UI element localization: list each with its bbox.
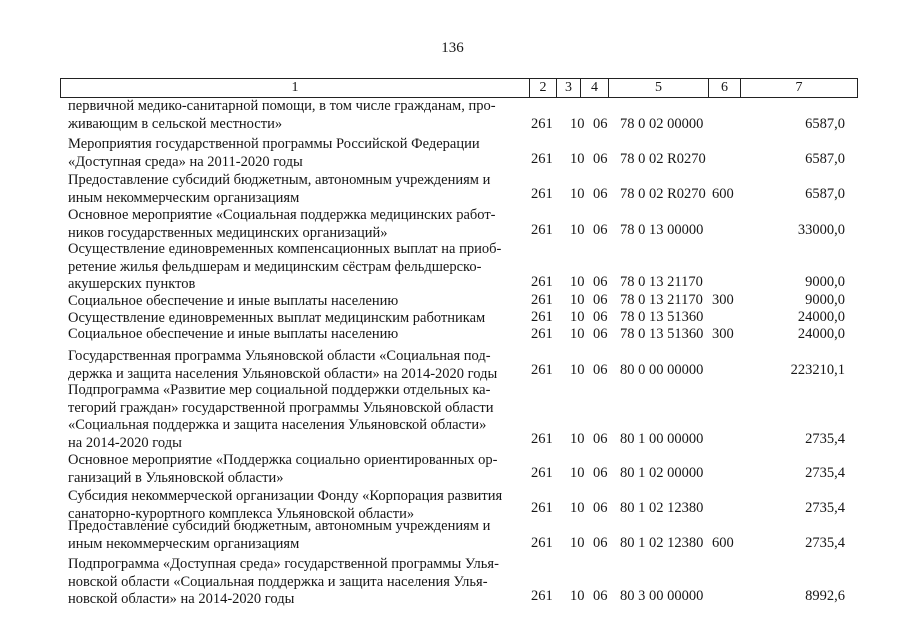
row-description-line: Субсидия некоммерческой организации Фонду «Корпорация развития	[68, 488, 503, 504]
row-description	[68, 326, 523, 344]
column-header-2: 2	[529, 79, 556, 97]
amount-value: 2735,4	[805, 431, 845, 447]
row-description	[68, 382, 523, 452]
row-description-line: Предоставление субсидий бюджетным, автономным учреждениям и	[68, 518, 491, 534]
subsection-code: 06	[593, 535, 608, 551]
row-description-line: Основное мероприятие «Социальная поддержка медицинских работ-	[68, 207, 496, 223]
amount-value: 8992,6	[805, 588, 845, 604]
row-description-line: Подпрограмма «Развитие мер социальной поддержки отдельных ка-	[68, 382, 491, 398]
target-article-code: 80 0 00 00000	[620, 362, 704, 378]
row-description-line: Осуществление единовременных выплат медицинским работникам	[68, 310, 486, 326]
row-description	[68, 241, 523, 294]
row-description	[68, 310, 523, 328]
target-article-code: 80 1 02 00000	[620, 465, 704, 481]
ministry-code: 261	[531, 431, 553, 447]
ministry-code: 261	[531, 309, 553, 325]
amount-value: 33000,0	[797, 222, 845, 238]
ministry-code: 261	[531, 186, 553, 202]
column-header-3: 3	[556, 79, 580, 97]
subsection-code: 06	[593, 431, 608, 447]
ministry-code: 261	[531, 274, 553, 290]
section-code: 10	[570, 274, 585, 290]
row-description-line: новской области «Социальная поддержка и защита населения Улья-	[68, 573, 488, 590]
ministry-code: 261	[531, 116, 553, 132]
column-header-5: 5	[608, 79, 708, 97]
section-code: 10	[570, 309, 585, 325]
target-article-code: 78 0 02 00000	[620, 116, 704, 132]
subsection-code: 06	[593, 500, 608, 516]
row-description-line: санаторно-курортного комплекса Ульяновской области»	[68, 505, 415, 522]
row-description	[68, 207, 523, 242]
subsection-code: 06	[593, 186, 608, 202]
amount-value: 2735,4	[805, 465, 845, 481]
row-description	[68, 172, 523, 207]
row-description-line: новской области» на 2014-2020 годы	[68, 591, 295, 607]
row-description	[68, 348, 523, 383]
target-article-code: 78 0 13 51360	[620, 309, 704, 325]
row-description-line: ретение жилья фельдшерам и медицинским сёстрам фельдшерско-	[68, 258, 482, 275]
row-description-line: Социальное обеспечение и иные выплаты населению	[68, 293, 399, 309]
section-code: 10	[570, 292, 585, 308]
amount-value: 6587,0	[805, 151, 845, 167]
target-article-code: 78 0 13 00000	[620, 222, 704, 238]
ministry-code: 261	[531, 535, 553, 551]
ministry-code: 261	[531, 500, 553, 516]
section-code: 10	[570, 535, 585, 551]
row-description-line: Мероприятия государственной программы Российской Федерации	[68, 136, 480, 152]
row-description-line: иным некоммерческим организациям	[68, 189, 300, 206]
section-code: 10	[570, 588, 585, 604]
section-code: 10	[570, 186, 585, 202]
target-article-code: 78 0 13 51360	[620, 326, 704, 342]
table-header	[60, 78, 858, 98]
subsection-code: 06	[593, 362, 608, 378]
amount-value: 2735,4	[805, 500, 845, 516]
amount-value: 24000,0	[797, 326, 845, 342]
row-description	[68, 518, 523, 553]
row-description-line: первичной медико-санитарной помощи, в том числе гражданам, про-	[68, 98, 496, 114]
row-description	[68, 556, 523, 609]
row-description-line: Осуществление единовременных компенсационных выплат на приоб-	[68, 241, 502, 257]
row-description	[68, 136, 523, 171]
section-code: 10	[570, 431, 585, 447]
amount-value: 2735,4	[805, 535, 845, 551]
page-number: 136	[441, 40, 464, 56]
section-code: 10	[570, 116, 585, 132]
row-description-line: «Социальная поддержка и защита населения Ульяновской области»	[68, 417, 487, 433]
section-code: 10	[570, 500, 585, 516]
amount-value: 9000,0	[805, 292, 845, 308]
ministry-code: 261	[531, 362, 553, 378]
row-description-line: Подпрограмма «Доступная среда» государственной программы Улья-	[68, 556, 499, 572]
column-header-6: 6	[708, 79, 740, 97]
section-code: 10	[570, 151, 585, 167]
expense-kind-code: 300	[712, 292, 734, 308]
ministry-code: 261	[531, 588, 553, 604]
target-article-code: 80 1 02 12380	[620, 500, 704, 516]
subsection-code: 06	[593, 274, 608, 290]
ministry-code: 261	[531, 465, 553, 481]
row-description-line: акушерских пунктов	[68, 276, 196, 292]
row-description-line: ников государственных медицинских организаций»	[68, 224, 388, 241]
expense-kind-code: 600	[712, 186, 734, 202]
ministry-code: 261	[531, 326, 553, 342]
row-description-line: Государственная программа Ульяновской области «Социальная под-	[68, 348, 491, 364]
ministry-code: 261	[531, 222, 553, 238]
row-description-line: на 2014-2020 годы	[68, 434, 182, 451]
amount-value: 9000,0	[805, 274, 845, 290]
amount-value: 24000,0	[797, 309, 845, 325]
row-description	[68, 452, 523, 487]
section-code: 10	[570, 465, 585, 481]
row-description-line: живающим в сельской местности»	[68, 115, 283, 132]
row-description-line: Предоставление субсидий бюджетным, автономным учреждениям и	[68, 172, 491, 188]
expense-kind-code: 600	[712, 535, 734, 551]
row-description-line: Социальное обеспечение и иные выплаты населению	[68, 326, 399, 342]
subsection-code: 06	[593, 292, 608, 308]
column-header-1: 1	[291, 80, 299, 95]
column-header-4: 4	[580, 79, 608, 97]
expense-kind-code: 300	[712, 326, 734, 342]
subsection-code: 06	[593, 588, 608, 604]
amount-value: 6587,0	[805, 116, 845, 132]
subsection-code: 06	[593, 222, 608, 238]
subsection-code: 06	[593, 309, 608, 325]
section-code: 10	[570, 362, 585, 378]
section-code: 10	[570, 326, 585, 342]
row-description-line: «Доступная среда» на 2011-2020 годы	[68, 153, 303, 170]
amount-value: 6587,0	[805, 186, 845, 202]
row-description-line: Основное мероприятие «Поддержка социально ориентированных ор-	[68, 452, 498, 468]
target-article-code: 78 0 13 21170	[620, 274, 703, 290]
subsection-code: 06	[593, 326, 608, 342]
subsection-code: 06	[593, 465, 608, 481]
subsection-code: 06	[593, 151, 608, 167]
section-code: 10	[570, 222, 585, 238]
ministry-code: 261	[531, 292, 553, 308]
row-description	[68, 293, 523, 311]
target-article-code: 80 1 00 00000	[620, 431, 704, 447]
target-article-code: 78 0 13 21170	[620, 292, 703, 308]
row-description-line: держка и защита населения Ульяновской области» на 2014-2020 годы	[68, 365, 498, 382]
subsection-code: 06	[593, 116, 608, 132]
row-description	[68, 98, 523, 133]
row-description-line: иным некоммерческим организациям	[68, 535, 300, 552]
target-article-code: 80 1 02 12380	[620, 535, 704, 551]
ministry-code: 261	[531, 151, 553, 167]
target-article-code: 78 0 02 R0270	[620, 186, 706, 202]
target-article-code: 80 3 00 00000	[620, 588, 704, 604]
row-description-line: тегорий граждан» государственной программы Ульяновской области	[68, 399, 494, 416]
column-header-7: 7	[740, 79, 857, 97]
target-article-code: 78 0 02 R0270	[620, 151, 706, 167]
row-description-line: ганизаций в Ульяновской области»	[68, 469, 284, 486]
amount-value: 223210,1	[790, 362, 845, 378]
